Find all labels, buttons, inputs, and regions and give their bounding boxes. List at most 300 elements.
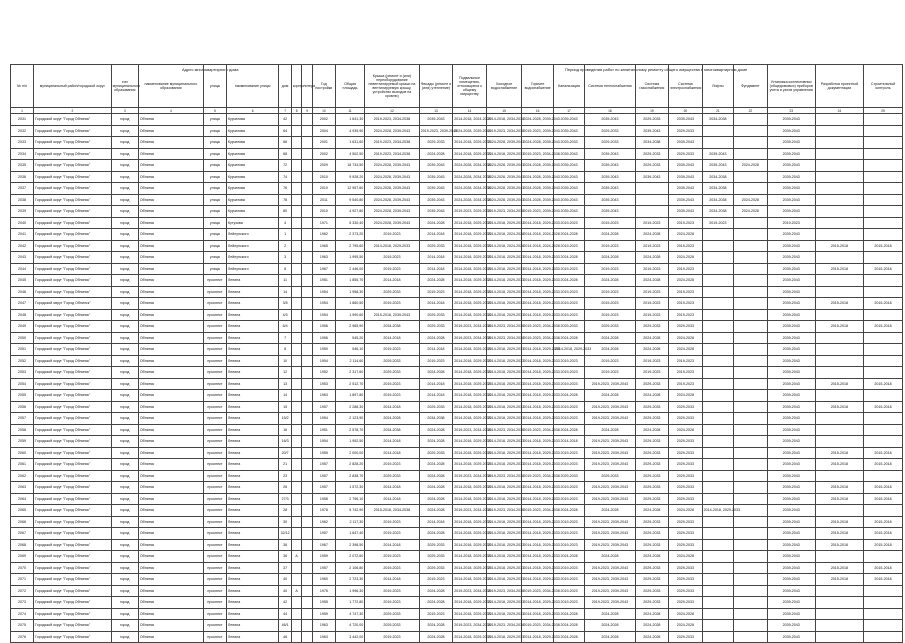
table-cell: город	[111, 413, 138, 425]
table-cell: город	[111, 137, 138, 149]
table-cell	[702, 378, 733, 390]
table-cell: 1951	[312, 424, 335, 436]
table-cell	[815, 344, 863, 356]
table-cell: город	[111, 321, 138, 333]
table-row	[11, 608, 903, 620]
table-cell	[302, 390, 312, 402]
table-row	[11, 298, 903, 310]
table-cell: 2039-2043	[669, 171, 703, 183]
table-row	[11, 183, 903, 195]
table-cell: 2019-2023	[365, 298, 420, 310]
table-cell: 66	[279, 137, 292, 149]
table-cell	[291, 470, 301, 482]
table-cell: 2024-2028, 2039-2043	[365, 171, 420, 183]
table-cell	[702, 597, 733, 609]
table-cell: 15	[279, 401, 292, 413]
table-cell: Ленина	[226, 355, 278, 367]
table-cell: 2019-2023, 2039-2043	[585, 413, 635, 425]
table-cell: 2039-2043	[553, 183, 584, 195]
table-cell: 1 990,60	[335, 309, 364, 321]
table-cell	[291, 631, 301, 643]
column-header: литера	[302, 65, 312, 108]
table-cell: 1 958,30	[335, 286, 364, 298]
table-cell: проспект	[203, 608, 226, 620]
table-cell: 5 330,40	[335, 217, 364, 229]
table-cell: 2039-2043	[767, 367, 815, 379]
table-cell: 2014-2018, 2029-2033	[453, 551, 487, 563]
table-cell: 2039-2043	[767, 585, 815, 597]
table-cell: проспект	[203, 309, 226, 321]
table-cell: 2024-2028	[553, 620, 584, 632]
table-row	[11, 309, 903, 321]
table-row	[11, 206, 903, 218]
table-cell: 2 828,20	[335, 459, 364, 471]
table-cell: 1952	[312, 367, 335, 379]
table-cell: 2029-2033	[585, 321, 635, 333]
table-cell: 2014-2018, 2029-2033	[553, 344, 584, 356]
table-row	[11, 171, 903, 183]
table-cell: 2015-2018	[815, 516, 863, 528]
table-cell	[291, 114, 301, 126]
table-cell: проспект	[203, 493, 226, 505]
table-cell: 2024-2028	[419, 367, 453, 379]
table-cell	[815, 160, 863, 172]
table-cell	[815, 148, 863, 160]
table-cell: 2029-2033	[553, 470, 584, 482]
table-cell	[702, 321, 733, 333]
table-cell: Городской округ "Город Обнинск"	[34, 482, 112, 494]
table-cell: 546,10	[335, 344, 364, 356]
table-cell: 2029-2033	[419, 309, 453, 321]
table-cell: 2015-2018	[864, 516, 903, 528]
table-cell	[302, 459, 312, 471]
table-cell: 1962	[312, 229, 335, 241]
table-cell: 2029-2033	[635, 585, 669, 597]
table-cell: Городской округ "Город Обнинск"	[34, 194, 112, 206]
table-cell	[815, 505, 863, 517]
table-cell: Городской округ "Город Обнинск"	[34, 516, 112, 528]
table-cell: проспект	[203, 367, 226, 379]
table-cell	[734, 401, 768, 413]
table-cell: Обнинск	[138, 585, 203, 597]
table-cell	[864, 631, 903, 643]
table-cell: улица	[203, 194, 226, 206]
table-cell: 2019-2023	[635, 217, 669, 229]
table-cell: город	[111, 597, 138, 609]
table-cell: 2014-2018, 2029-2033	[486, 447, 522, 459]
table-cell: 2014-2018, 2029-2033	[522, 263, 553, 275]
table-cell: 46/1	[279, 620, 292, 632]
table-cell: 1 996,30	[335, 585, 364, 597]
table-cell	[702, 332, 733, 344]
table-cell	[815, 620, 863, 632]
table-cell: 2067	[11, 528, 34, 540]
table-cell: 2024-2028	[419, 424, 453, 436]
table-cell: 1 641,30	[335, 114, 364, 126]
table-cell	[302, 620, 312, 632]
table-cell: 2034-2038	[635, 137, 669, 149]
table-cell: Городской округ "Город Обнинск"	[34, 171, 112, 183]
table-cell: Городской округ "Город Обнинск"	[34, 183, 112, 195]
table-cell: 2024-2028	[669, 229, 703, 241]
table-cell	[734, 608, 768, 620]
table-cell: 2050	[11, 332, 34, 344]
table-cell: 2019-2023, 2039-2043	[585, 597, 635, 609]
table-cell: 2039-2043	[767, 608, 815, 620]
table-cell: 1 855,70	[335, 275, 364, 287]
table-cell: 2019-2023	[585, 217, 635, 229]
table-cell: 2 512,70	[335, 378, 364, 390]
table-cell: 2039	[11, 206, 34, 218]
table-cell: 2029-2033	[585, 137, 635, 149]
table-cell: 2039-2043	[585, 114, 635, 126]
table-cell	[815, 137, 863, 149]
table-cell: 2014-2018, 2029-2033	[453, 436, 487, 448]
table-cell: 1978	[312, 505, 335, 517]
column-header: Холодное водоснабжение	[486, 65, 522, 108]
table-cell: Обнинск	[138, 551, 203, 563]
table-cell: 2024-2028, 2039-2043	[486, 171, 522, 183]
table-cell: 2014-2018, 2029-2033	[486, 217, 522, 229]
table-cell: 2019-2023	[635, 367, 669, 379]
table-cell: 2019-2023	[585, 355, 635, 367]
table-cell	[302, 183, 312, 195]
table-cell: 2024-2028	[635, 608, 669, 620]
table-cell: 2029-2033	[365, 620, 420, 632]
table-cell: 1971	[312, 217, 335, 229]
table-cell: 2014-2018, 2029-2033	[522, 539, 553, 551]
table-row	[11, 482, 903, 494]
table-cell: 12	[279, 367, 292, 379]
table-cell: Обнинск	[138, 505, 203, 517]
table-cell: проспект	[203, 539, 226, 551]
table-cell: проспект	[203, 597, 226, 609]
table-cell: 2014-2018, 2029-2033	[453, 608, 487, 620]
table-cell: город	[111, 424, 138, 436]
table-row	[11, 114, 903, 126]
table-cell: 2039-2043	[767, 286, 815, 298]
table-cell: город	[111, 436, 138, 448]
table-cell: 2029-2033	[635, 148, 669, 160]
table-cell: 2024-2028	[419, 528, 453, 540]
table-cell: 2014-2018, 2029-2033	[702, 505, 733, 517]
table-cell: проспект	[203, 275, 226, 287]
table-cell: 2014-2018, 2029-2033	[486, 286, 522, 298]
table-cell: улица	[203, 171, 226, 183]
table-cell: 2019-2023, 2039-2043	[522, 206, 553, 218]
table-cell: 2029-2033	[669, 528, 703, 540]
table-cell: 2039-2043	[585, 171, 635, 183]
table-cell	[702, 344, 733, 356]
table-cell: 2039-2043	[419, 206, 453, 218]
table-cell: 2024-2028	[669, 608, 703, 620]
table-cell: Обнинск	[138, 528, 203, 540]
column-number: 14	[453, 108, 487, 114]
table-cell: 2024-2028	[669, 551, 703, 563]
table-cell: 2024-2028	[585, 252, 635, 264]
table-cell	[864, 309, 903, 321]
table-cell	[302, 206, 312, 218]
table-cell: 74	[279, 171, 292, 183]
table-cell: Городской округ "Город Обнинск"	[34, 309, 112, 321]
table-cell	[302, 482, 312, 494]
table-cell: 9 928,20	[335, 171, 364, 183]
table-cell: 2029-2033	[669, 631, 703, 643]
table-cell: 2024-2028	[669, 620, 703, 632]
table-cell: 2019-2023	[365, 229, 420, 241]
table-cell: 2039-2043	[767, 482, 815, 494]
table-cell: 2024-2028	[553, 608, 584, 620]
table-cell: 2039-2043	[767, 148, 815, 160]
table-cell	[302, 436, 312, 448]
table-cell: Обнинск	[138, 229, 203, 241]
table-cell	[815, 125, 863, 137]
table-cell: 2029-2033	[365, 286, 420, 298]
table-cell: 2019-2023	[585, 263, 635, 275]
table-cell: Ленина	[226, 631, 278, 643]
table-cell	[864, 551, 903, 563]
table-cell: Городской округ "Город Обнинск"	[34, 321, 112, 333]
table-cell: 2068	[11, 539, 34, 551]
table-cell	[734, 551, 768, 563]
table-cell: 2029-2033	[553, 321, 584, 333]
table-cell: 2069	[11, 551, 34, 563]
table-cell: 1957	[312, 470, 335, 482]
table-cell	[815, 183, 863, 195]
table-cell: 1	[279, 229, 292, 241]
table-cell	[291, 597, 301, 609]
table-cell: 2039-2043	[767, 263, 815, 275]
table-cell	[302, 631, 312, 643]
table-row	[11, 516, 903, 528]
table-cell: 2015-2018	[815, 321, 863, 333]
column-header: Установка коллективных (общедомовых) приборов учета и узлов управления	[767, 65, 815, 108]
table-cell: 2014-2018, 2029-2033	[486, 551, 522, 563]
table-cell: 2019-2023	[553, 263, 584, 275]
table-cell	[702, 459, 733, 471]
table-cell: Обнинск	[138, 206, 203, 218]
table-cell: город	[111, 229, 138, 241]
table-cell: 2058	[11, 424, 34, 436]
table-cell: 4 927,80	[335, 206, 364, 218]
table-cell	[864, 608, 903, 620]
table-cell: 1965	[312, 240, 335, 252]
table-cell: 4/3	[279, 309, 292, 321]
table-cell: 2015-2018	[815, 378, 863, 390]
table-cell: 30	[279, 516, 292, 528]
table-cell: 2024-2028	[553, 275, 584, 287]
table-cell: 2014-2018, 2029-2033	[453, 275, 487, 287]
table-cell: 2029-2033	[635, 470, 669, 482]
table-cell: Обнинск	[138, 114, 203, 126]
table-cell: 2	[279, 240, 292, 252]
table-cell	[702, 551, 733, 563]
table-cell: 2024-2028	[669, 252, 703, 264]
table-cell: город	[111, 378, 138, 390]
table-cell: 2039-2043	[669, 206, 703, 218]
table-cell: 2034	[11, 148, 34, 160]
table-cell: город	[111, 447, 138, 459]
table-cell	[815, 206, 863, 218]
period-group-caption: Период проведения работ по капитальному ремонту общего имущества в многоквартирном доме	[565, 67, 748, 72]
table-cell: 2 965,90	[335, 321, 364, 333]
table-cell	[702, 585, 733, 597]
table-cell: 2024-2028	[734, 160, 768, 172]
table-cell: 8	[279, 263, 292, 275]
table-cell: Ленина	[226, 505, 278, 517]
table-cell: 2015-2018	[815, 263, 863, 275]
table-cell: 14	[279, 390, 292, 402]
table-cell: 2014-2018, 2029-2033	[522, 355, 553, 367]
table-cell	[815, 171, 863, 183]
table-cell: 2019-2023, 2034-2038	[522, 148, 553, 160]
table-cell: 2029-2033	[365, 355, 420, 367]
table-cell: 2019-2023, 2039-2043	[585, 493, 635, 505]
table-cell: 2039-2043	[767, 240, 815, 252]
table-cell	[291, 367, 301, 379]
table-cell	[815, 252, 863, 264]
table-cell: 2019-2023	[419, 574, 453, 586]
table-cell	[734, 183, 768, 195]
table-cell: Обнинск	[138, 631, 203, 643]
table-cell: Обнинск	[138, 574, 203, 586]
table-cell	[864, 424, 903, 436]
table-cell: город	[111, 309, 138, 321]
table-cell: 2014-2018, 2029-2033	[486, 355, 522, 367]
table-cell: проспект	[203, 436, 226, 448]
table-cell: 2014-2018, 2024-2028	[453, 114, 487, 126]
table-cell: 2053	[11, 367, 34, 379]
table-cell: город	[111, 344, 138, 356]
table-cell: Обнинск	[138, 309, 203, 321]
table-cell: 2019-2023, 2034-2038	[522, 620, 553, 632]
table-cell: город	[111, 160, 138, 172]
table-cell: 2039-2043	[767, 597, 815, 609]
table-cell: 2034-2038	[419, 413, 453, 425]
table-cell: Обнинск	[138, 194, 203, 206]
table-cell	[864, 194, 903, 206]
table-cell: город	[111, 148, 138, 160]
table-cell: 44	[279, 608, 292, 620]
table-cell	[291, 516, 301, 528]
table-row	[11, 551, 903, 563]
table-cell	[734, 321, 768, 333]
table-cell: 2024-2028, 2039-2043	[453, 125, 487, 137]
table-cell	[734, 413, 768, 425]
table-row	[11, 137, 903, 149]
table-cell: 2015-2018	[864, 528, 903, 540]
table-cell: 36	[279, 539, 292, 551]
table-cell: город	[111, 585, 138, 597]
table-row	[11, 539, 903, 551]
table-cell: 1 860,50	[335, 298, 364, 310]
column-header: Система газоснабжения	[635, 65, 669, 108]
table-cell: 2029-2033	[635, 401, 669, 413]
table-cell: 2019-2023	[669, 309, 703, 321]
table-cell: 2014-2018, 2029-2033	[486, 401, 522, 413]
table-cell	[302, 137, 312, 149]
table-cell: 2019-2023	[669, 286, 703, 298]
table-cell: 76	[279, 183, 292, 195]
table-cell: Лейпунского	[226, 229, 278, 241]
table-cell: Ленина	[226, 482, 278, 494]
table-cell: 2036	[11, 171, 34, 183]
table-cell: 2014-2018, 2029-2033	[522, 459, 553, 471]
table-cell: Городской округ "Город Обнинск"	[34, 459, 112, 471]
table-cell: Курчатова	[226, 206, 278, 218]
table-cell: 2001	[312, 137, 335, 149]
table-cell	[702, 493, 733, 505]
table-cell: 2015-2018	[815, 528, 863, 540]
table-cell	[291, 447, 301, 459]
table-cell: 21	[279, 459, 292, 471]
table-cell: 2014-2018	[365, 493, 420, 505]
table-cell: 1958	[312, 493, 335, 505]
column-number: 25	[864, 108, 903, 114]
table-cell: 2029-2033	[419, 321, 453, 333]
table-cell: 2014-2018, 2029-2033	[486, 528, 522, 540]
table-cell	[302, 229, 312, 241]
table-cell	[635, 183, 669, 195]
table-cell	[815, 413, 863, 425]
table-cell: Городской округ "Город Обнинск"	[34, 332, 112, 344]
table-cell: Ленина	[226, 390, 278, 402]
table-cell: 2039-2043	[767, 631, 815, 643]
table-cell: 4 939,90	[335, 125, 364, 137]
table-cell: 2024-2028	[585, 551, 635, 563]
column-header: Канализация	[553, 65, 584, 108]
table-cell	[302, 355, 312, 367]
table-cell: 28	[279, 505, 292, 517]
table-cell	[291, 355, 301, 367]
table-cell: 2060	[11, 447, 34, 459]
table-cell: Городской округ "Город Обнинск"	[34, 631, 112, 643]
table-cell: 2039-2043	[635, 125, 669, 137]
table-cell: 2055	[11, 390, 34, 402]
table-cell: город	[111, 240, 138, 252]
table-cell: 2039-2043	[767, 447, 815, 459]
table-cell: 2024-2028	[553, 505, 584, 517]
table-cell: 2004	[312, 125, 335, 137]
table-cell	[302, 309, 312, 321]
table-cell: город	[111, 493, 138, 505]
column-header: Общая площадь	[335, 65, 364, 108]
table-cell: 2024-2028	[635, 252, 669, 264]
table-cell: 2015-2018	[864, 459, 903, 471]
table-cell: Ленина	[226, 551, 278, 563]
table-cell: 2014-2018, 2029-2033	[453, 344, 487, 356]
table-cell: 1967	[312, 263, 335, 275]
table-cell	[815, 309, 863, 321]
table-cell	[734, 332, 768, 344]
table-cell: 2049	[11, 321, 34, 333]
table-cell	[702, 608, 733, 620]
table-cell: 2035	[11, 160, 34, 172]
table-cell: 2024-2028, 2039-2043	[522, 160, 553, 172]
table-cell: 2014-2018, 2029-2033	[522, 631, 553, 643]
table-row	[11, 344, 903, 356]
table-cell: Городской округ "Город Обнинск"	[34, 436, 112, 448]
table-header	[11, 65, 903, 114]
table-cell	[302, 321, 312, 333]
table-cell: 2029-2033	[365, 608, 420, 620]
table-cell: улица	[203, 114, 226, 126]
table-cell	[302, 447, 312, 459]
table-cell: 2010	[312, 183, 335, 195]
table-cell	[864, 413, 903, 425]
table-cell	[734, 263, 768, 275]
table-cell: 1954	[312, 436, 335, 448]
